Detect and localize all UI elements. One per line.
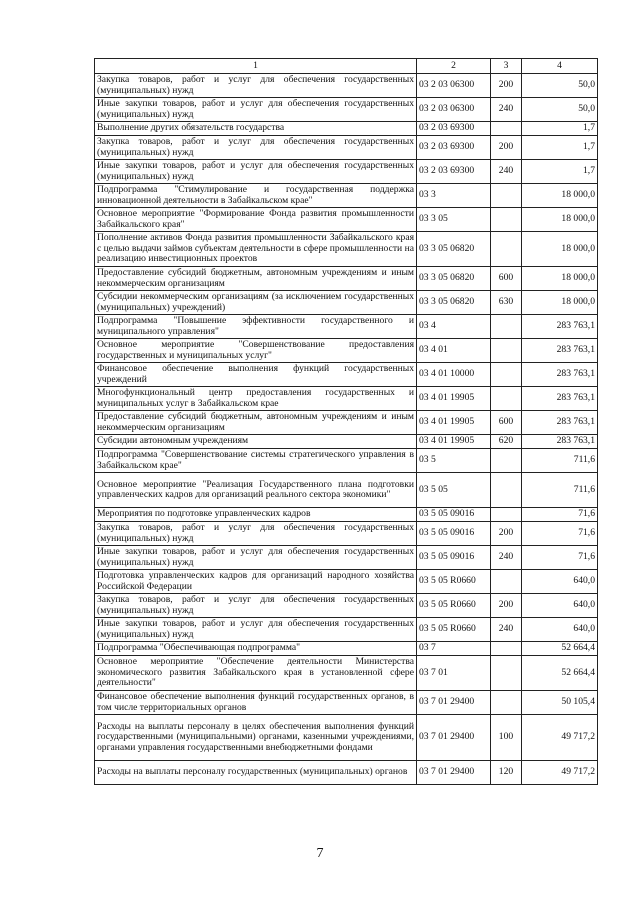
table-row (95, 522, 598, 546)
row-code-cell: 03 7 01 29400 (417, 715, 491, 761)
row-code-cell: 03 4 01 19905 (417, 435, 491, 449)
row-code-cell: 03 7 (417, 642, 491, 656)
row-code-cell: 03 5 05 09016 (417, 522, 491, 546)
header-row (95, 59, 598, 74)
table-row (95, 642, 598, 656)
row-vr-cell (491, 473, 522, 508)
row-name-cell: Финансовое обеспечение выполнения функций государственных учреждений (95, 363, 417, 387)
row-sum-cell: 49 717,2 (522, 761, 598, 785)
table-row (95, 508, 598, 522)
table-row (95, 160, 598, 184)
table-row (95, 473, 598, 508)
row-name-cell: Подпрограмма "Обеспечивающая подпрограмма" (95, 642, 417, 656)
table-row (95, 411, 598, 435)
row-sum-cell: 283 763,1 (522, 339, 598, 363)
row-code-cell: 03 4 (417, 315, 491, 339)
row-sum-cell: 640,0 (522, 594, 598, 618)
row-code-cell: 03 2 03 69300 (417, 136, 491, 160)
row-code-cell: 03 3 (417, 184, 491, 208)
row-name-cell: Предоставление субсидий бюджетным, автономным учреждениям и иным некоммерческим организациям (95, 267, 417, 291)
row-code-cell: 03 3 05 06820 (417, 232, 491, 267)
row-code-cell: 03 5 05 09016 (417, 546, 491, 570)
table-row (95, 691, 598, 715)
row-vr-cell (491, 184, 522, 208)
row-name-cell: Иные закупки товаров, работ и услуг для обеспечения государственных (муниципальных) нужд (95, 546, 417, 570)
row-vr-cell (491, 232, 522, 267)
row-code-cell: 03 5 05 R0660 (417, 618, 491, 642)
row-code-cell: 03 4 01 (417, 339, 491, 363)
row-code-cell: 03 5 05 R0660 (417, 570, 491, 594)
table-row (95, 618, 598, 642)
table-row (95, 122, 598, 136)
row-name-cell: Подпрограмма "Совершенствование системы стратегического управления в Забайкальском крае" (95, 449, 417, 473)
row-vr-cell: 200 (491, 136, 522, 160)
row-vr-cell (491, 570, 522, 594)
row-name-cell: Основное мероприятие "Обеспечение деятельности Министерства экономического развития Забайкальского края в установленной сфере деятельности" (95, 656, 417, 691)
row-name-cell: Субсидии автономным учреждениям (95, 435, 417, 449)
row-code-cell: 03 2 03 69300 (417, 160, 491, 184)
budget-table (94, 58, 598, 785)
row-code-cell: 03 7 01 29400 (417, 761, 491, 785)
row-vr-cell: 200 (491, 74, 522, 98)
row-name-cell: Иные закупки товаров, работ и услуг для обеспечения государственных (муниципальных) нужд (95, 618, 417, 642)
row-sum-cell: 1,7 (522, 122, 598, 136)
row-vr-cell: 120 (491, 761, 522, 785)
header-col-4: 4 (522, 59, 598, 74)
row-sum-cell: 71,6 (522, 522, 598, 546)
row-code-cell: 03 5 05 (417, 473, 491, 508)
row-name-cell: Расходы на выплаты персоналу в целях обеспечения выполнения функций государственными (муниципальными) органами, казенными учреждениями, органами управления государственными внебюджетными фондами (95, 715, 417, 761)
row-vr-cell (491, 656, 522, 691)
row-name-cell: Пополнение активов Фонда развития промышленности Забайкальского края с целью выдачи займов субъектам деятельности в сфере промышленности на реализацию инвестиционных проектов (95, 232, 417, 267)
row-vr-cell (491, 208, 522, 232)
row-sum-cell: 50,0 (522, 98, 598, 122)
row-code-cell: 03 2 03 06300 (417, 74, 491, 98)
table-row (95, 570, 598, 594)
row-vr-cell (491, 508, 522, 522)
row-sum-cell: 18 000,0 (522, 291, 598, 315)
row-code-cell: 03 4 01 19905 (417, 411, 491, 435)
table-row (95, 435, 598, 449)
row-code-cell: 03 7 01 29400 (417, 691, 491, 715)
table-row (95, 232, 598, 267)
row-vr-cell: 200 (491, 594, 522, 618)
row-code-cell: 03 2 03 06300 (417, 98, 491, 122)
row-name-cell: Закупка товаров, работ и услуг для обеспечения государственных (муниципальных) нужд (95, 594, 417, 618)
table-row (95, 339, 598, 363)
table-row (95, 387, 598, 411)
row-vr-cell (491, 363, 522, 387)
row-vr-cell (491, 122, 522, 136)
row-name-cell: Предоставление субсидий бюджетным, автономным учреждениям и иным некоммерческим организациям (95, 411, 417, 435)
row-name-cell: Подпрограмма "Стимулирование и государственная поддержка инновационной деятельности в Забайкальском крае" (95, 184, 417, 208)
row-vr-cell: 620 (491, 435, 522, 449)
row-sum-cell: 283 763,1 (522, 363, 598, 387)
row-vr-cell (491, 387, 522, 411)
table-row (95, 715, 598, 761)
table-row (95, 761, 598, 785)
row-name-cell: Расходы на выплаты персоналу государственных (муниципальных) органов (95, 761, 417, 785)
row-code-cell: 03 5 05 R0660 (417, 594, 491, 618)
row-code-cell: 03 3 05 (417, 208, 491, 232)
row-code-cell: 03 5 05 09016 (417, 508, 491, 522)
row-sum-cell: 49 717,2 (522, 715, 598, 761)
row-code-cell: 03 4 01 19905 (417, 387, 491, 411)
row-name-cell: Иные закупки товаров, работ и услуг для обеспечения государственных (муниципальных) нужд (95, 160, 417, 184)
row-code-cell: 03 3 05 06820 (417, 291, 491, 315)
row-name-cell: Мероприятия по подготовке управленческих кадров (95, 508, 417, 522)
table-row (95, 184, 598, 208)
row-name-cell: Закупка товаров, работ и услуг для обеспечения государственных (муниципальных) нужд (95, 136, 417, 160)
table-body (95, 74, 598, 785)
row-code-cell: 03 7 01 (417, 656, 491, 691)
table-row (95, 208, 598, 232)
table-row (95, 546, 598, 570)
row-vr-cell: 240 (491, 98, 522, 122)
table-row (95, 315, 598, 339)
row-sum-cell: 18 000,0 (522, 184, 598, 208)
table-row (95, 363, 598, 387)
row-vr-cell: 630 (491, 291, 522, 315)
row-sum-cell: 1,7 (522, 160, 598, 184)
row-sum-cell: 283 763,1 (522, 315, 598, 339)
row-vr-cell (491, 642, 522, 656)
row-name-cell: Многофункциональный центр предоставления государственных и муниципальных услуг в Забайкальском крае (95, 387, 417, 411)
row-name-cell: Закупка товаров, работ и услуг для обеспечения государственных (муниципальных) нужд (95, 522, 417, 546)
row-vr-cell (491, 449, 522, 473)
row-name-cell: Субсидии некоммерческим организациям (за исключением государственных (муниципальных) учреждений) (95, 291, 417, 315)
row-code-cell: 03 2 03 69300 (417, 122, 491, 136)
row-sum-cell: 711,6 (522, 473, 598, 508)
row-sum-cell: 18 000,0 (522, 232, 598, 267)
row-sum-cell: 71,6 (522, 546, 598, 570)
row-sum-cell: 1,7 (522, 136, 598, 160)
row-code-cell: 03 3 05 06820 (417, 267, 491, 291)
row-vr-cell: 600 (491, 411, 522, 435)
row-name-cell: Основное мероприятие "Совершенствование предоставления государственных и муниципальных услуг" (95, 339, 417, 363)
table-row (95, 136, 598, 160)
row-sum-cell: 711,6 (522, 449, 598, 473)
row-vr-cell (491, 315, 522, 339)
row-name-cell: Иные закупки товаров, работ и услуг для обеспечения государственных (муниципальных) нужд (95, 98, 417, 122)
row-vr-cell: 240 (491, 160, 522, 184)
table-row (95, 98, 598, 122)
row-sum-cell: 18 000,0 (522, 267, 598, 291)
row-name-cell: Финансовое обеспечение выполнения функций государственных органов, в том числе территориальных органов (95, 691, 417, 715)
row-vr-cell: 100 (491, 715, 522, 761)
row-vr-cell: 240 (491, 618, 522, 642)
header-col-2: 2 (417, 59, 491, 74)
row-sum-cell: 18 000,0 (522, 208, 598, 232)
row-code-cell: 03 5 (417, 449, 491, 473)
row-sum-cell: 640,0 (522, 570, 598, 594)
table-row (95, 449, 598, 473)
row-sum-cell: 52 664,4 (522, 642, 598, 656)
row-name-cell: Подготовка управленческих кадров для организаций народного хозяйства Российской Федерации (95, 570, 417, 594)
page-number: 7 (316, 846, 324, 861)
row-vr-cell: 200 (491, 522, 522, 546)
row-sum-cell: 52 664,4 (522, 656, 598, 691)
table-row (95, 267, 598, 291)
row-name-cell: Основное мероприятие "Реализация Государственного плана подготовки управленческих кадров для организаций реального сектора экономики" (95, 473, 417, 508)
row-vr-cell (491, 339, 522, 363)
row-vr-cell: 600 (491, 267, 522, 291)
row-sum-cell: 283 763,1 (522, 435, 598, 449)
row-vr-cell: 240 (491, 546, 522, 570)
row-sum-cell: 50,0 (522, 74, 598, 98)
table-row (95, 74, 598, 98)
table-row (95, 291, 598, 315)
row-name-cell: Закупка товаров, работ и услуг для обеспечения государственных (муниципальных) нужд (95, 74, 417, 98)
row-name-cell: Основное мероприятие "Формирование Фонда развития промышленности Забайкальского края" (95, 208, 417, 232)
row-sum-cell: 283 763,1 (522, 411, 598, 435)
row-name-cell: Выполнение других обязательств государства (95, 122, 417, 136)
row-sum-cell: 283 763,1 (522, 387, 598, 411)
header-col-1: 1 (95, 59, 417, 74)
row-code-cell: 03 4 01 10000 (417, 363, 491, 387)
table-row (95, 656, 598, 691)
row-vr-cell (491, 691, 522, 715)
row-sum-cell: 71,6 (522, 508, 598, 522)
row-sum-cell: 50 105,4 (522, 691, 598, 715)
header-col-3: 3 (491, 59, 522, 74)
row-name-cell: Подпрограмма "Повышение эффективности государственного и муниципального управления" (95, 315, 417, 339)
row-sum-cell: 640,0 (522, 618, 598, 642)
table-row (95, 594, 598, 618)
